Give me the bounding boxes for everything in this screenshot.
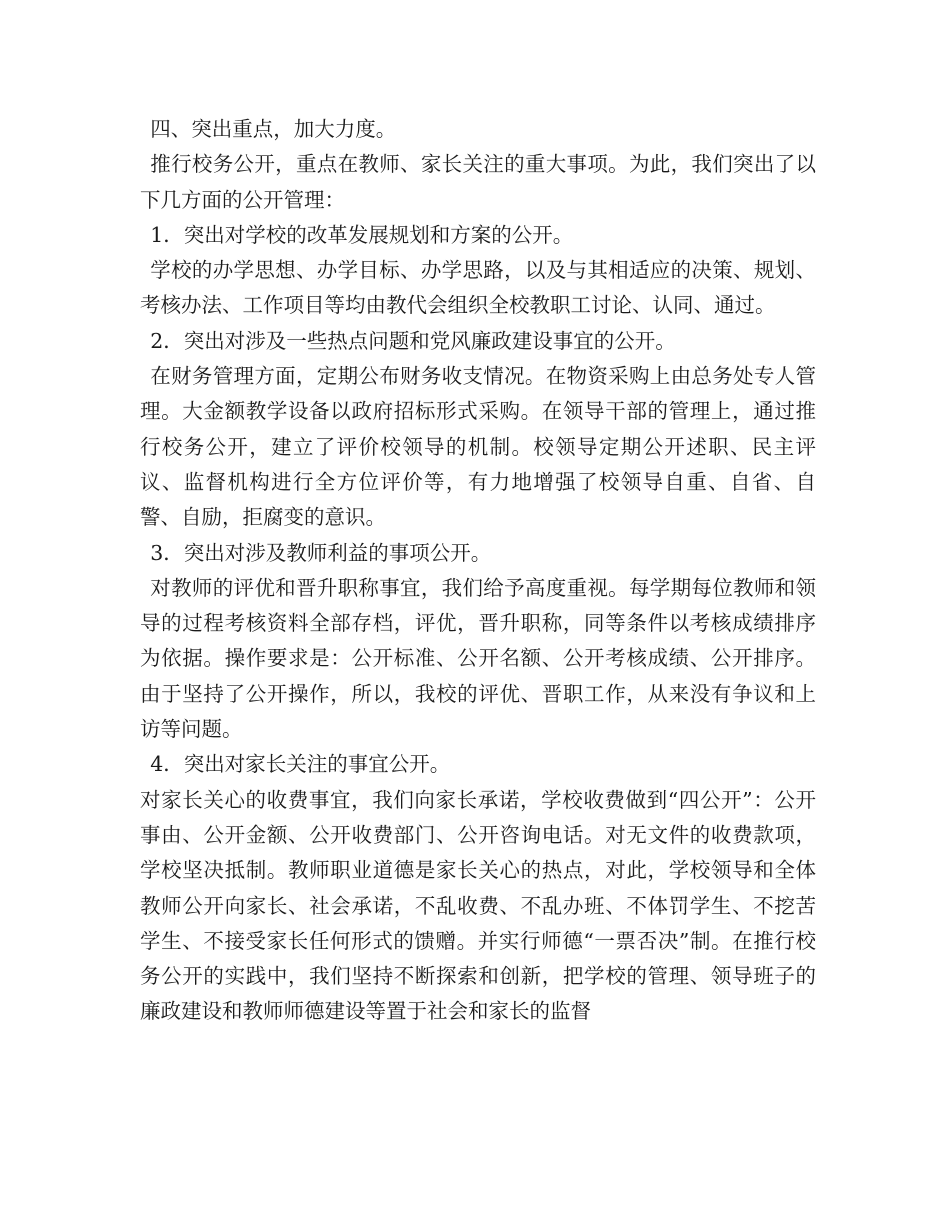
section-heading: 四、突出重点，加大力度。 (150, 117, 397, 141)
paragraph: 学校的办学思想、办学目标、办学思路，以及与其相适应的决策、规划、考核办法、工作项目等均由教代会组织全校教职工讨论、认同、通过。 (140, 258, 816, 318)
subsection-heading: 3．突出对涉及教师利益的事项公开。 (150, 540, 492, 565)
document-body (140, 112, 816, 1030)
subsection-heading: 4．突出对家长关注的事宜公开。 (150, 752, 451, 777)
paragraph: 对教师的评优和晋升职称事宜，我们给予高度重视。每学期每位教师和领导的过程考核资料全部存档，评优，晋升职称，同等条件以考核成绩排序为依据。操作要求是：公开标准、公开名额、公开考核成绩、公开排序。由于坚持了公开操作，所以，我校的评优、晋职工作，从来没有争议和上访等问题。 (140, 575, 816, 742)
paragraph: 对家长关心的收费事宜，我们向家长承诺，学校收费做到“四公开”：公开事由、公开金额、公开收费部门、公开咨询电话。对无文件的收费款项，学校坚决抵制。教师职业道德是家长关心的热点，对此，学校领导和全体教师公开向家长、社会承诺，不乱收费、不乱办班、不体罚学生、不挖苦学生、不接受家长任何形式的馈赠。并实行师德“一票否决”制。在推行校务公开的实践中，我们坚持不断探索和创新，把学校的管理、领导班子的廉政建设和教师师德建设等置于社会和家长的监督 (140, 787, 816, 1024)
paragraph: 在财务管理方面，定期公布财务收支情况。在物资采购上由总务处专人管理。大金额教学设备以政府招标形式采购。在领导干部的管理上，通过推行校务公开，建立了评价校领导的机制。校领导定期公开述职、民主评议、监督机构进行全方位评价等，有力地增强了校领导自重、自省、自警、自励，拒腐变的意识。 (140, 364, 816, 530)
paragraph: 推行校务公开，重点在教师、家长关注的重大事项。为此，我们突出了以下几方面的公开管理： (140, 152, 816, 212)
subsection-heading: 1．突出对学校的改革发展规划和方案的公开。 (150, 222, 574, 247)
subsection-heading: 2．突出对涉及一些热点问题和党风廉政建设事宜的公开。 (150, 328, 676, 353)
